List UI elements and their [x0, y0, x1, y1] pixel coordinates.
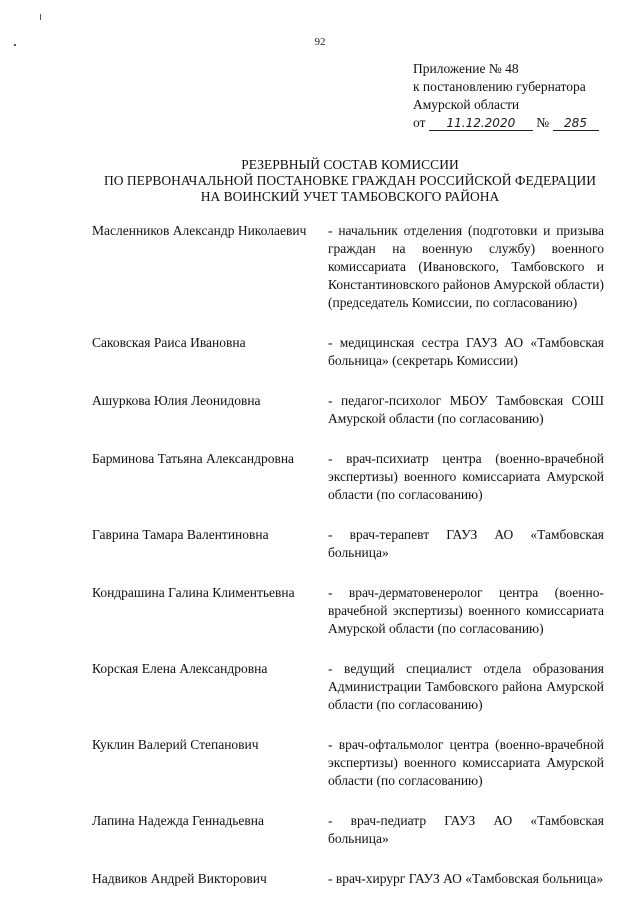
member-role: - начальник отделения (подготовки и призыва граждан на военную службу) военного комиссариата (Ивановского, Тамбовского и Константиновского районов Амурской области) (председатель Комиссии, по согласованию)	[328, 223, 604, 310]
member-row	[92, 660, 604, 714]
title-line-2: ПО ПЕРВОНАЧАЛЬНОЙ ПОСТАНОВКЕ ГРАЖДАН РОССИЙСКОЙ ФЕДЕРАЦИИ	[103, 173, 597, 188]
member-role: - врач-педиатр ГАУЗ АО «Тамбовская больница»	[328, 813, 604, 846]
member-row	[92, 870, 604, 888]
member-row	[92, 812, 604, 848]
member-role: - ведущий специалист отдела образования Администрации Тамбовского района Амурской области (по согласованию)	[328, 661, 604, 712]
member-name: Масленников Александр Николаевич	[92, 223, 307, 238]
member-row	[92, 584, 604, 638]
member-role: - врач-хирург ГАУЗ АО «Тамбовская больница»	[328, 871, 604, 886]
member-role: - врач-дерматовенеролог центра (военно-врачебной экспертизы) военного комиссариата Амурской области (по согласованию)	[328, 585, 604, 636]
member-name: Надвиков Андрей Викторович	[92, 871, 267, 886]
member-name: Саковская Раиса Ивановна	[92, 335, 246, 350]
member-row	[92, 526, 604, 562]
member-name: Ашуркова Юлия Леонидовна	[92, 393, 261, 408]
member-role: - медицинская сестра ГАУЗ АО «Тамбовская больница» (секретарь Комиссии)	[328, 335, 604, 368]
appendix-date-line	[413, 114, 633, 132]
appendix-line-3: Амурской области	[413, 97, 520, 112]
member-name: Гаврина Тамара Валентиновна	[92, 527, 269, 542]
member-row	[92, 222, 604, 312]
handwritten-number: 285	[553, 116, 599, 131]
appendix-line-1: Приложение № 48	[413, 61, 519, 76]
member-role: - врач-терапевт ГАУЗ АО «Тамбовская больница»	[328, 527, 604, 560]
member-name: Лапина Надежда Геннадьевна	[92, 813, 264, 828]
date-prefix: от	[413, 115, 426, 130]
member-role: - врач-офтальмолог центра (военно-врачебной экспертизы) военного комиссариата Амурской области (по согласованию)	[328, 737, 604, 788]
page-number: 92	[314, 36, 326, 48]
member-name: Корская Елена Александровна	[92, 661, 268, 676]
document-title	[80, 157, 620, 205]
member-row	[92, 392, 604, 428]
member-role: - врач-психиатр центра (военно-врачебной экспертизы) военного комиссариата Амурской области (по согласованию)	[328, 451, 604, 502]
number-prefix: №	[536, 115, 550, 130]
title-line-3: НА ВОИНСКИЙ УЧЕТ ТАМБОВСКОГО РАЙОНА	[200, 189, 500, 204]
appendix-block	[413, 60, 633, 132]
scan-mark	[40, 14, 41, 20]
member-name: Кондрашина Галина Климентьевна	[92, 585, 295, 600]
member-role: - педагог-психолог МБОУ Тамбовская СОШ Амурской области (по согласованию)	[328, 393, 604, 426]
member-row	[92, 450, 604, 504]
title-line-1: РЕЗЕРВНЫЙ СОСТАВ КОМИССИИ	[241, 157, 459, 172]
members-list	[92, 222, 604, 910]
member-row	[92, 334, 604, 370]
member-name: Барминова Татьяна Александровна	[92, 451, 295, 466]
appendix-line-2: к постановлению губернатора	[413, 79, 586, 94]
handwritten-date: 11.12.2020	[429, 116, 533, 131]
member-name: Куклин Валерий Степанович	[92, 737, 259, 752]
member-row	[92, 736, 604, 790]
